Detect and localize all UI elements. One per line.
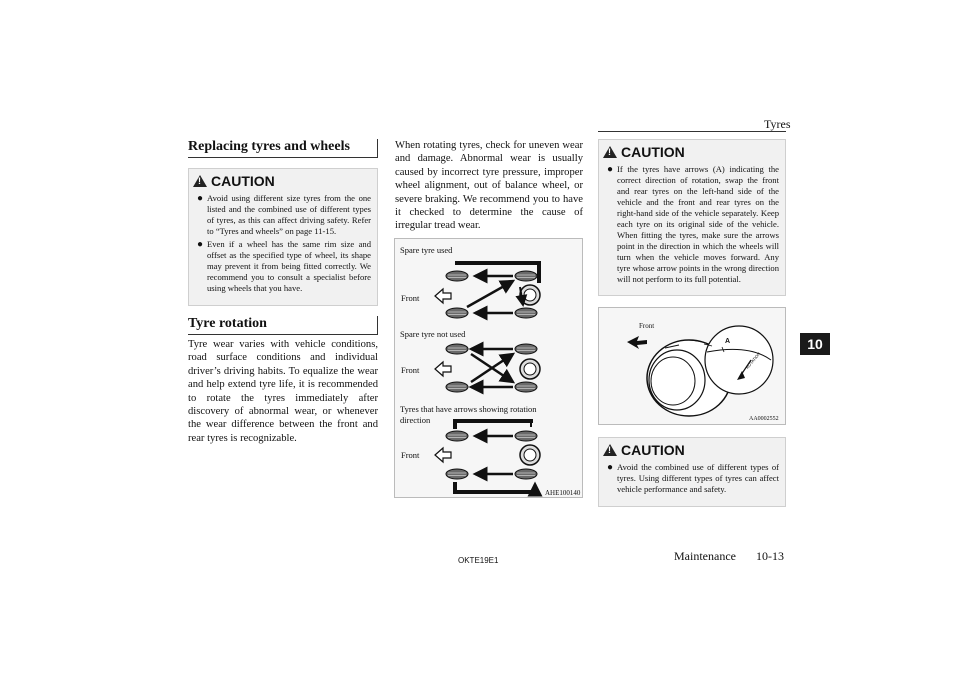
caution-bullet: ● If the tyres have arrows (A) indicating the correct direction of rotation, swap the front and rear tyres on the left-hand side of the vehicle and the front and rear tyres on the right-hand side of the vehicle separately. Keep each tyre on its original side of the vehicle. When fitting the tyres, make sure the arrows point in the direction in which the wheels will turn when the vehicle moves forward. Any tyre whose arrow points in the wrong direction will not perform to its full potential. [607, 164, 779, 284]
chapter-tab: 10 [800, 333, 830, 355]
label-arrow-tyres: Tyres that have arrows showing rotation direction [400, 404, 537, 425]
spare-not-used-scheme [435, 344, 540, 392]
caution-bullet: ● Even if a wheel has the same rim size and offset as the specified type of wheel, its shape may prevent it from being fitted correctly. We recommend you to consult a specialist before using wheels that you have. [197, 239, 371, 293]
footer-section: Maintenance [674, 549, 736, 563]
caution-bullet: ● Avoid using different size tyres from the one listed and the combined use of different types of tyres, as this can affect driving safety. Refer to “Tyres and wheels” on page 11-15. [197, 193, 371, 236]
arrow-tyres-scheme [435, 419, 540, 494]
figure-code: AA0002552 [749, 416, 779, 422]
title-rule [188, 157, 378, 158]
warning-triangle-icon [603, 444, 617, 456]
tyre-arrow-graphic [599, 308, 785, 424]
footer-code: OKTE19E1 [458, 556, 499, 565]
front-label: Front [401, 293, 420, 303]
warning-triangle-icon [193, 175, 207, 187]
arrow-a-label: A [725, 338, 731, 345]
title-rule-tick [377, 316, 378, 334]
title-rule-tick [377, 139, 378, 157]
caution-bullet: ● Avoid the combined use of different types of tyres. Using different types of tyres can affect vehicle performance and safety. [607, 462, 779, 494]
warning-triangle-icon [603, 146, 617, 158]
uneven-wear-paragraph: When rotating tyres, check for uneven wear and damage. Abnormal wear is usually caused by incorrect tyre pressure, improper wheel alignment, out of balance wheel, or severe braking. We recommend you to have it checked to determine the cause of irregular tread wear. [395, 140, 583, 232]
spare-used-scheme [435, 261, 541, 318]
label-spare-not-used: Spare tyre not used [400, 329, 466, 339]
front-label: Front [401, 365, 420, 375]
label-spare-used: Spare tyre used [400, 245, 453, 255]
caution-heading: ! CAUTION [193, 173, 377, 189]
front-label: Front [401, 450, 420, 460]
rotation-diagram-graphic [395, 239, 582, 497]
tyre-arrow-figure [598, 307, 786, 425]
header-rule [598, 131, 786, 132]
rotation-diagram [394, 238, 583, 498]
caution-box-types [598, 437, 786, 507]
caution-heading: ! CAUTION [603, 144, 785, 160]
caution-box-sizes [188, 168, 378, 306]
front-label: Front [639, 322, 655, 330]
rotation-paragraph: Tyre wear varies with vehicle conditions, road surface conditions and individual driver’s driving habits. To equalize the wear and help extend tyre life, it is recommended to rotate the tyres immediately after discovery of abnormal wear, or whenever the wear difference between the front and rear tyres is recognizable. [188, 339, 378, 444]
header-section: Tyres [764, 117, 791, 131]
caution-heading: ! CAUTION [603, 442, 785, 458]
section-title-rotation: Tyre rotation [188, 316, 267, 331]
rotation-marking: ROTATION [744, 351, 762, 370]
caution-box-arrows [598, 139, 786, 296]
page-number: 10-13 [756, 549, 784, 563]
section-title-replacing: Replacing tyres and wheels [188, 139, 350, 154]
figure-code: AHE100140 [545, 489, 581, 497]
title-rule [188, 334, 378, 335]
